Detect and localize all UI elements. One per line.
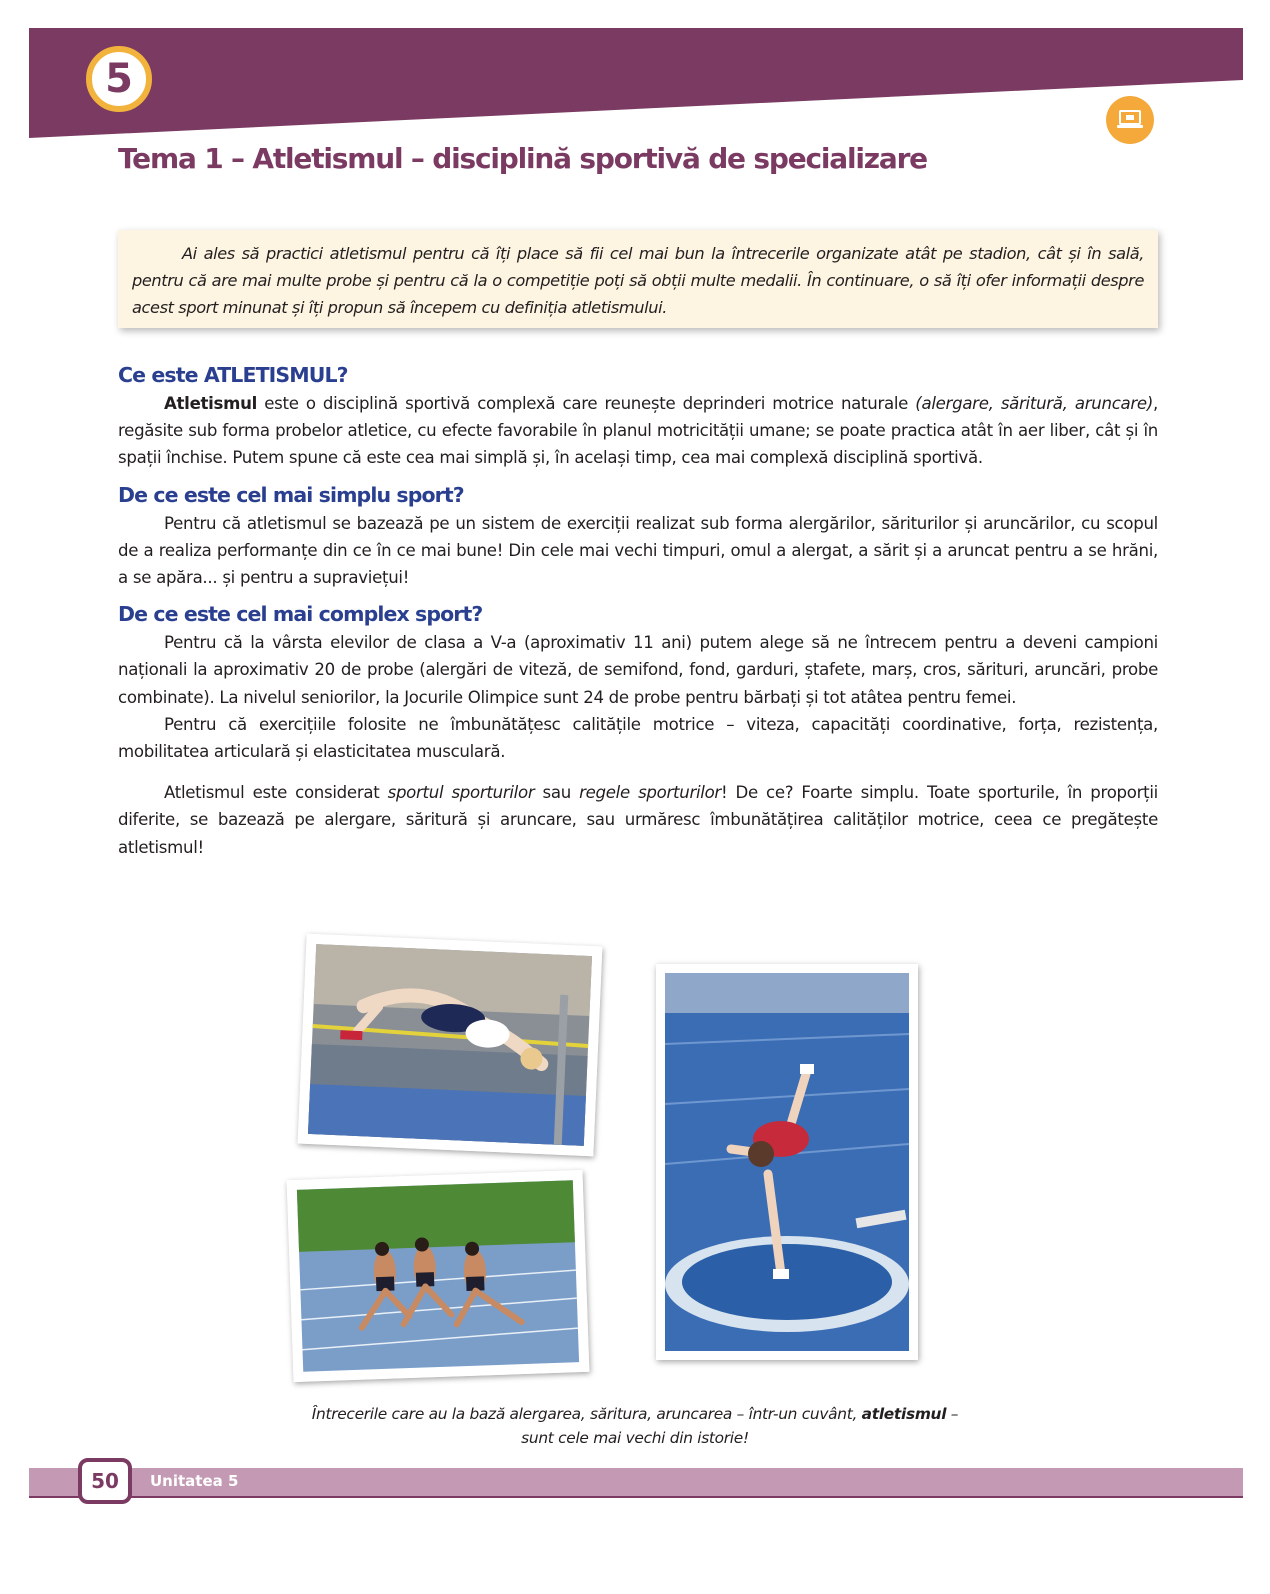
- paragraph-complex-2: Pentru că exercițiile folosite ne îmbunătățesc calitățile motrice – viteza, capacități coordinative, forța, rezistența, mobilitatea articulară și elasticitatea musculară.: [118, 714, 1158, 762]
- laptop-icon-glyph: [1115, 108, 1145, 132]
- footer-rule: [29, 1496, 1243, 1498]
- text-span: sau: [534, 783, 580, 803]
- shot-put-photo: [656, 964, 918, 1360]
- header-banner: [29, 28, 1243, 140]
- unit-number: 5: [105, 56, 133, 102]
- high-jump-photo: [298, 934, 603, 1157]
- text-span: ! De ce? Foarte simplu. Toate sporturile, în proporții diferite, se bazează pe alergare, săritură și aruncare, sau urmăresc îmbunătățirea calităților motrice, ceea ce pregătește atletismul!: [118, 783, 1158, 857]
- section-heading-complex: De ce este cel mai complex sport?: [118, 602, 483, 627]
- paragraph-definition: [118, 390, 1158, 472]
- intro-text: Ai ales să practici atletismul pentru că îți place să fii cel mai bun la întrecerile organizate atât pe stadion, cât și în sală, pentru că are mai multe probe și pentru că la o competiție poți să obții multe medalii. În continuare, o să îți ofer informații despre acest sport minunat și îți propun să începem cu definiția atletismului.: [132, 244, 1144, 317]
- bold-term: Atletismul: [164, 394, 258, 413]
- sprint-photo: [287, 1170, 590, 1382]
- section-heading-what-is: [118, 360, 1158, 390]
- bold-term: atletismul: [861, 1405, 947, 1423]
- italic-span: sportul sporturilor: [387, 783, 535, 803]
- heading-part: Ce este: [118, 363, 204, 387]
- text-span: –: [946, 1405, 959, 1423]
- section-heading-simple: De ce este cel mai simplu sport?: [118, 482, 464, 507]
- text-span: , regăsite sub forma probelor atletice, cu efecte favorabile în planul motricității umane; se poate practica atât în aer liber, cât și în spații închise. Putem spune că este cea mai simplă și, în același timp, cea mai complexă disciplină sportivă.: [118, 394, 1158, 468]
- unit-number-badge: [86, 46, 152, 112]
- page-number: [78, 1458, 132, 1504]
- main-content: [118, 360, 1158, 861]
- paragraph-complex-1: Pentru că la vârsta elevilor de clasa a V-a (aproximativ 11 ani) putem alege să ne întrecem pentru a deveni campioni naționali la aproximativ 20 de probe (alergări de viteză, de semifond, fond, garduri, ștafete, marș, cros, sărituri, aruncări, probe combinate). La nivelul seniorilor, la Jocurile Olimpice sunt 24 de probe pentru bărbați și tot atâtea pentru femei.: [118, 633, 1158, 707]
- text-span: Atletismul este considerat: [164, 783, 388, 803]
- intro-box: [118, 230, 1158, 328]
- photo-caption: [230, 1402, 1040, 1450]
- caption-line-1: [230, 1402, 1040, 1426]
- italic-span: (alergare, săritură, aruncare): [915, 394, 1154, 413]
- caption-line-2: sunt cele mai vechi din istorie!: [521, 1429, 749, 1447]
- page-title: Tema 1 – Atletismul – disciplină sportivă de specializare: [118, 142, 927, 175]
- heading-part: ATLETISMUL?: [203, 363, 348, 387]
- text-span: este o disciplină sportivă complexă care reunește deprinderi motrice naturale: [257, 394, 916, 413]
- page-number-text: 50: [91, 1469, 119, 1493]
- italic-span: regele sporturilor: [579, 783, 721, 803]
- laptop-icon[interactable]: [1106, 96, 1154, 144]
- paragraph-simple: Pentru că atletismul se bazează pe un sistem de exerciții realizat sub forma alergărilor, săriturilor și aruncărilor, cu scopul de a realiza performanțe din ce în ce mai bune! Din cele mai vechi timpuri, omul a alergat, a sărit și a aruncat pentru a se hrăni, a se apăra... și pentru a supraviețui!: [118, 513, 1158, 588]
- unit-label: Unitatea 5: [150, 1472, 239, 1490]
- text-span: Întrecerile care au la bază alergarea, săritura, aruncarea – într-un cuvânt,: [311, 1405, 862, 1423]
- paragraph-closing: [118, 779, 1158, 861]
